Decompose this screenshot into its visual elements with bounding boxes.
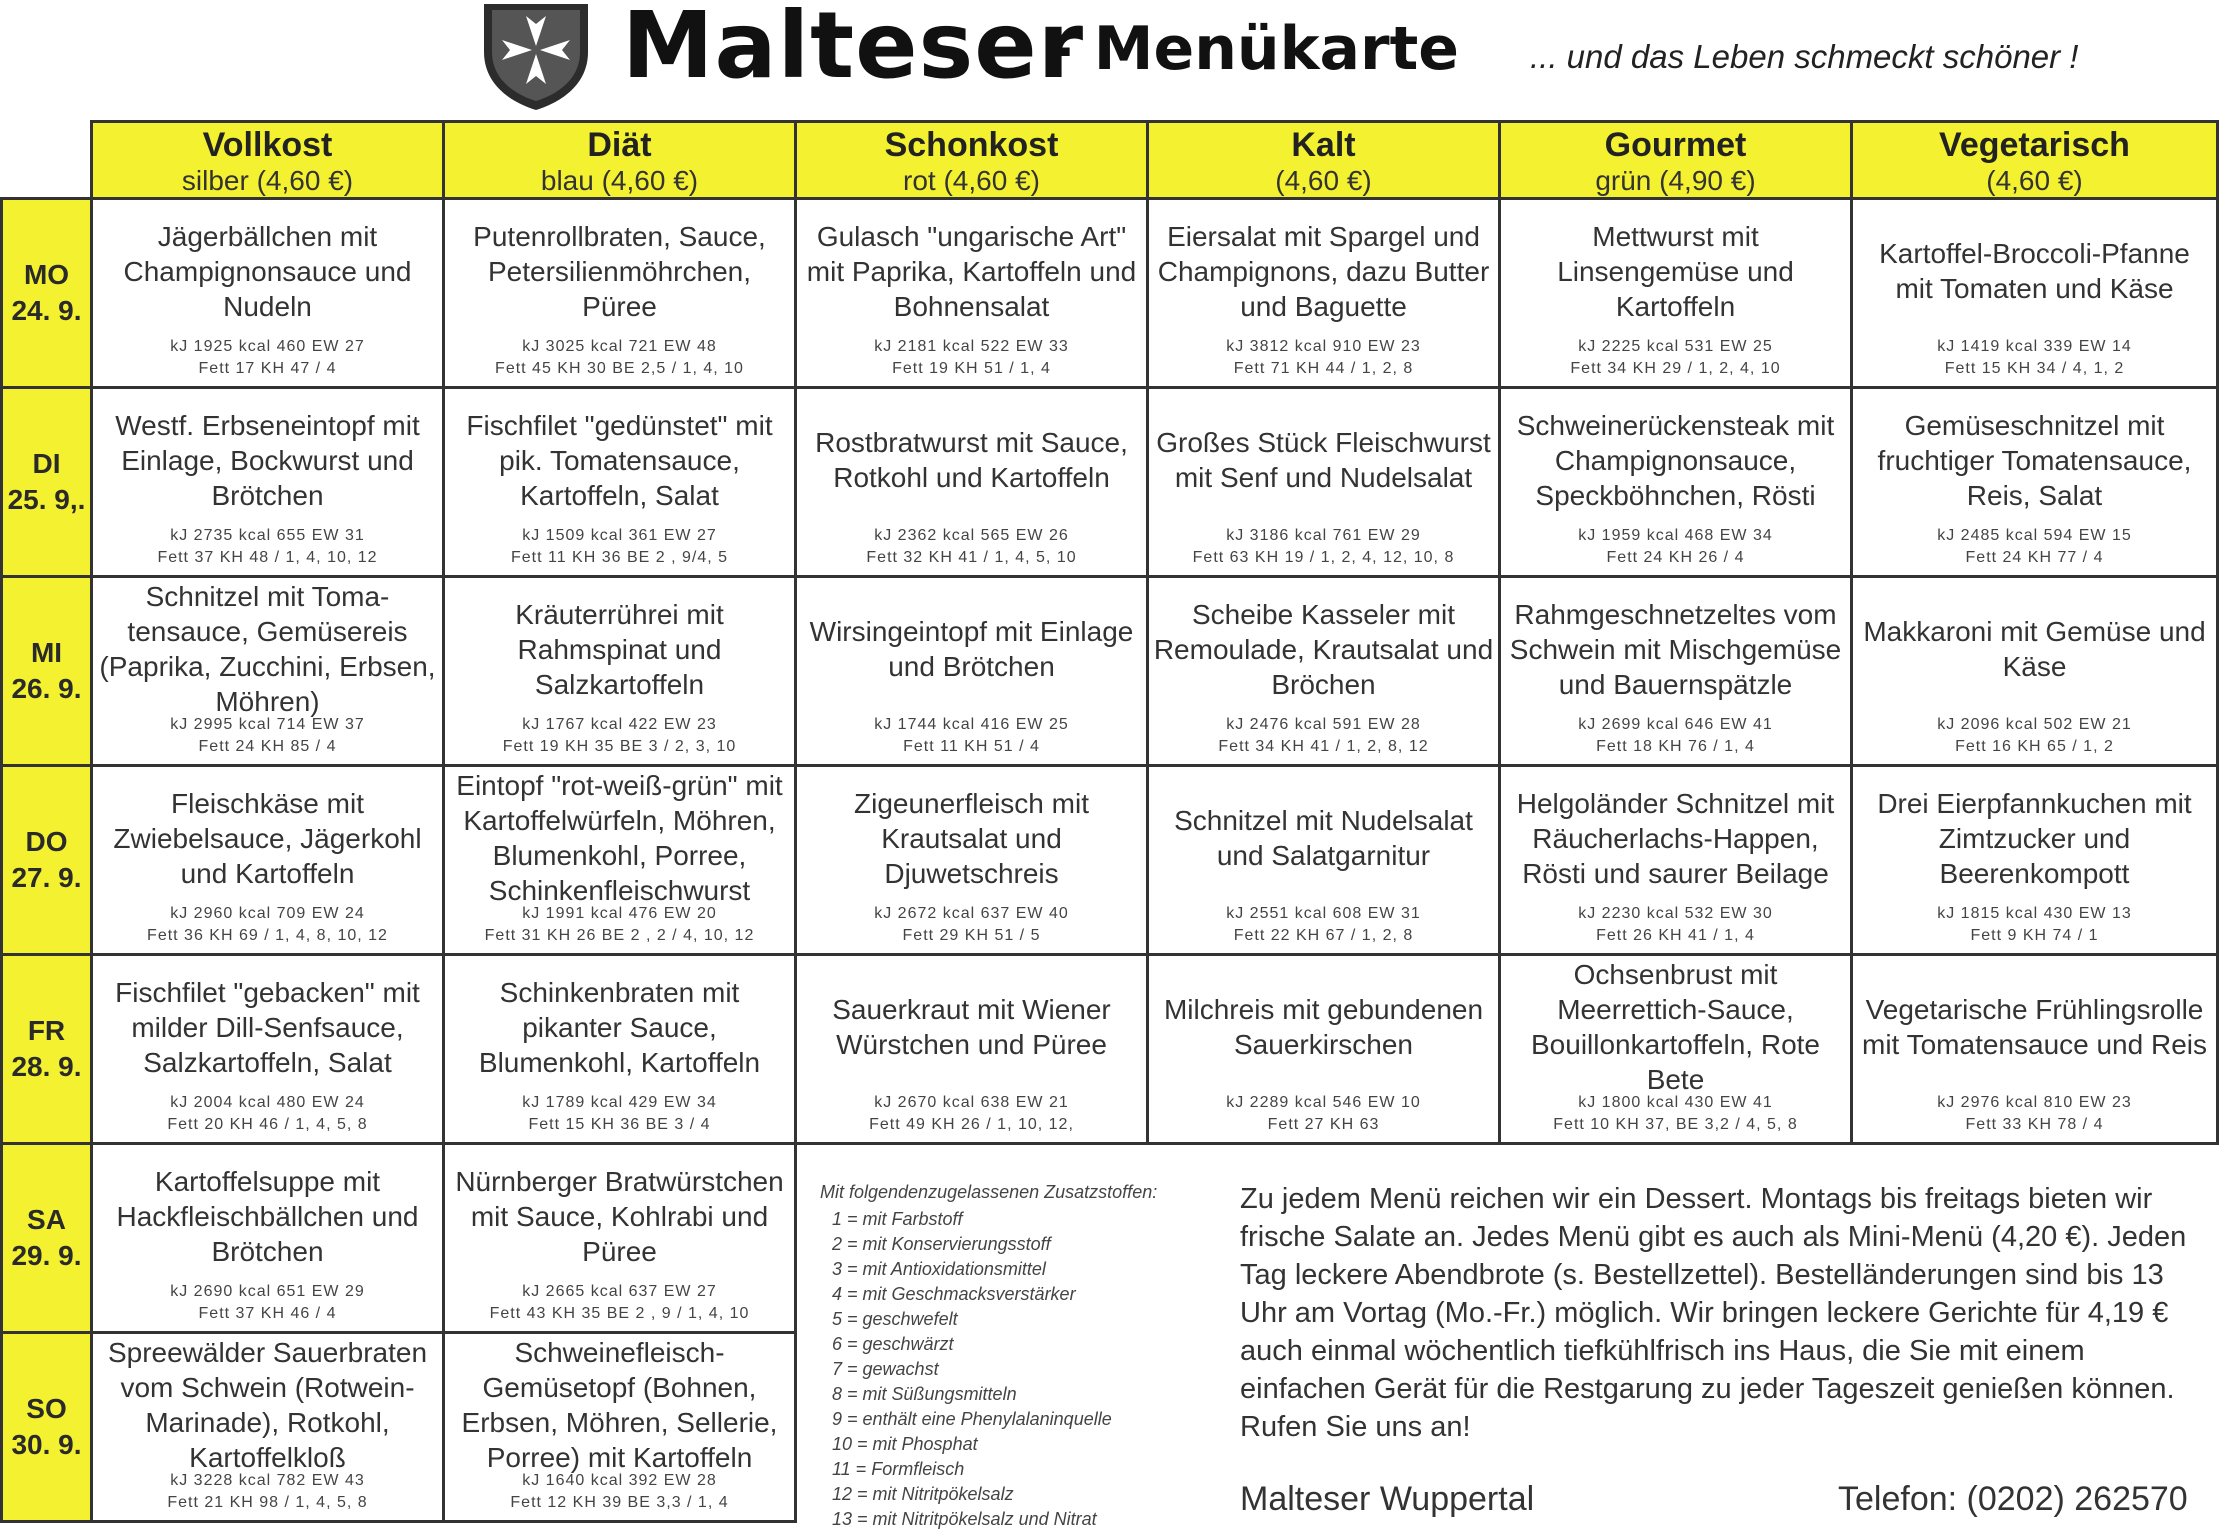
nutrition-energy: kJ 2230 kcal 532 EW 30 — [1578, 905, 1773, 922]
slogan: ... und das Leben schmeckt schöner ! — [1530, 38, 2079, 75]
nutrition-macros: Fett 71 KH 44 / 1, 2, 8 — [1233, 360, 1414, 377]
day-name: MI — [30, 637, 63, 668]
dish-name: Fleischkäse mit Zwiebelsauce, Jägerkohl und Kartoffeln — [113, 787, 422, 889]
dish-name: Rostbratwurst mit Sauce, Rotkohl und Kartoffeln — [815, 427, 1128, 493]
day-name: DO — [25, 826, 68, 857]
dish-name: Scheibe Kasseler mit Remoulade, Krautsalat und Bröchen — [1153, 598, 1494, 700]
dish-name: Schnitzel mit Toma-tensauce, Gemüsereis (Paprika, Zucchini, Erbsen, Möhren) — [99, 581, 436, 717]
day-date: 25. 9,. — [7, 484, 86, 515]
nutrition-macros: Fett 24 KH 77 / 4 — [1965, 549, 2104, 566]
dish-cell — [444, 577, 796, 766]
additives-legend — [820, 1180, 1240, 1532]
nutrition-macros: Fett 29 KH 51 / 5 — [902, 927, 1041, 944]
dish-name: Westf. Erbseneintopf mit Einlage, Bockwurst und Brötchen — [115, 409, 420, 511]
additive-item: 5 = geschwefelt — [832, 1309, 958, 1329]
additive-item: 3 = mit Antioxidationsmittel — [832, 1259, 1046, 1279]
dish-name: Jägerbällchen mit Champignonsauce und Nudeln — [123, 220, 412, 322]
dish-name: Mettwurst mit Linsengemüse und Kartoffeln — [1557, 220, 1794, 322]
nutrition-macros: Fett 18 KH 76 / 1, 4 — [1596, 738, 1755, 755]
phone-number: Telefon: (0202) 262570 — [1838, 1480, 2188, 1518]
nutrition-energy: kJ 2670 kcal 638 EW 21 — [874, 1094, 1069, 1111]
dish-cell — [1500, 577, 1852, 766]
category-price: grün (4,90 €) — [1595, 165, 1756, 196]
nutrition-energy: kJ 3186 kcal 761 EW 29 — [1226, 527, 1421, 544]
dish-name: Schweinefleisch-Gemüsetopf (Bohnen, Erbsen, Möhren, Sellerie, Porree) mit Kartoffeln — [461, 1337, 778, 1473]
day-row — [2, 388, 2218, 577]
dish-cell — [1500, 388, 1852, 577]
category-price: (4,60 €) — [1275, 165, 1372, 196]
category-header — [796, 122, 1148, 199]
nutrition-macros: Fett 34 KH 41 / 1, 2, 8, 12 — [1218, 738, 1429, 755]
dish-name: Drei Eierpfannkuchen mit Zimtzucker und Beerenkompott — [1877, 787, 2192, 889]
additive-item: 1 = mit Farbstoff — [832, 1209, 963, 1229]
dish-name: Wirsingeintopf mit Einlage und Brötchen — [809, 616, 1134, 682]
category-header — [1148, 122, 1500, 199]
day-name: SA — [27, 1204, 66, 1235]
dish-cell — [92, 955, 444, 1144]
day-row — [2, 199, 2218, 388]
nutrition-energy: kJ 2181 kcal 522 EW 33 — [874, 338, 1069, 355]
day-date: 30. 9. — [11, 1429, 82, 1460]
dish-cell — [92, 199, 444, 388]
dish-cell — [1148, 388, 1500, 577]
nutrition-macros: Fett 26 KH 41 / 1, 4 — [1596, 927, 1755, 944]
nutrition-macros: Fett 63 KH 19 / 1, 2, 4, 12, 10, 8 — [1192, 549, 1455, 566]
dish-name: Eintopf "rot-weiß-grün" mit Kartoffelwürfeln, Möhren, Blumenkohl, Porree, Schinkenfleischwurst — [456, 770, 783, 906]
nutrition-macros: Fett 31 KH 26 BE 2 , 2 / 4, 10, 12 — [484, 927, 755, 944]
dish-cell — [1148, 199, 1500, 388]
dish-name: Makkaroni mit Gemüse und Käse — [1863, 616, 2206, 682]
nutrition-energy: kJ 2665 kcal 637 EW 27 — [522, 1283, 717, 1300]
nutrition-macros: Fett 10 KH 37, BE 3,2 / 4, 5, 8 — [1553, 1116, 1798, 1133]
dish-cell — [444, 199, 796, 388]
nutrition-macros: Fett 27 KH 63 — [1267, 1116, 1380, 1133]
page-title: - Menükarte — [1048, 14, 1459, 84]
dish-cell — [92, 577, 444, 766]
category-header — [1500, 122, 1852, 199]
dish-cell — [796, 766, 1148, 955]
dish-name: Schweinerückensteak mit Champignonsauce, Speckböhnchen, Rösti — [1516, 409, 1835, 511]
day-date: 29. 9. — [11, 1240, 82, 1271]
category-price: (4,60 €) — [1986, 165, 2083, 196]
nutrition-energy: kJ 2476 kcal 591 EW 28 — [1226, 716, 1421, 733]
nutrition-macros: Fett 24 KH 85 / 4 — [198, 738, 337, 755]
additive-item: 2 = mit Konservierungsstoff — [832, 1234, 1051, 1254]
day-cell — [2, 199, 92, 388]
dish-name: Fischfilet "gedünstet" mit pik. Tomatensauce, Kartoffeln, Salat — [466, 409, 773, 511]
nutrition-energy: kJ 2096 kcal 502 EW 21 — [1937, 716, 2132, 733]
nutrition-macros: Fett 11 KH 36 BE 2 , 9/4, 5 — [510, 549, 729, 566]
nutrition-energy: kJ 1509 kcal 361 EW 27 — [522, 527, 717, 544]
dish-cell — [1148, 766, 1500, 955]
nutrition-energy: kJ 2735 kcal 655 EW 31 — [170, 527, 365, 544]
day-row — [2, 955, 2218, 1144]
dish-cell — [92, 766, 444, 955]
dish-cell — [92, 1333, 444, 1522]
dish-name: Gemüseschnitzel mit fruchtiger Tomatensauce, Reis, Salat — [1877, 409, 2192, 511]
category-name: Vollkost — [202, 126, 333, 164]
nutrition-energy: kJ 2289 kcal 546 EW 10 — [1226, 1094, 1421, 1111]
day-name: MO — [23, 259, 70, 290]
category-header — [1852, 122, 2218, 199]
dish-cell — [444, 1333, 796, 1522]
nutrition-energy: kJ 2699 kcal 646 EW 41 — [1578, 716, 1773, 733]
nutrition-macros: Fett 37 KH 48 / 1, 4, 10, 12 — [157, 549, 378, 566]
dish-name: Kartoffelsuppe mit Hackfleischbällchen und Brötchen — [116, 1165, 419, 1267]
day-cell — [2, 766, 92, 955]
dish-name: Großes Stück Fleischwurst mit Senf und Nudelsalat — [1156, 427, 1491, 493]
dish-name: Spreewälder Sauerbraten vom Schwein (Rotwein-Marinade), Rotkohl, Kartoffelkloß — [107, 1337, 428, 1473]
nutrition-energy: kJ 1959 kcal 468 EW 34 — [1578, 527, 1773, 544]
nutrition-macros: Fett 33 KH 78 / 4 — [1965, 1116, 2104, 1133]
nutrition-energy: kJ 2225 kcal 531 EW 25 — [1578, 338, 1773, 355]
dish-cell — [1852, 766, 2218, 955]
category-name: Kalt — [1291, 126, 1356, 164]
nutrition-energy: kJ 1925 kcal 460 EW 27 — [170, 338, 365, 355]
nutrition-macros: Fett 20 KH 46 / 1, 4, 5, 8 — [167, 1116, 368, 1133]
organization-name: Malteser Wuppertal — [1240, 1480, 1535, 1518]
nutrition-energy: kJ 1789 kcal 429 EW 34 — [522, 1094, 717, 1111]
nutrition-macros: Fett 16 KH 65 / 1, 2 — [1955, 738, 2114, 755]
dish-cell — [1500, 766, 1852, 955]
additive-item: 12 = mit Nitritpökelsalz — [832, 1484, 1014, 1504]
dish-name: Fischfilet "gebacken" mit milder Dill-Senfsauce, Salzkartoffeln, Salat — [115, 976, 420, 1078]
additive-item: 13 = mit Nitritpökelsalz und Nitrat — [832, 1509, 1097, 1529]
category-name: Vegetarisch — [1939, 126, 2130, 164]
nutrition-macros: Fett 49 KH 26 / 1, 10, 12, — [869, 1116, 1074, 1133]
category-price: rot (4,60 €) — [903, 165, 1040, 196]
corner-cell — [2, 122, 92, 199]
day-cell — [2, 1333, 92, 1522]
nutrition-energy: kJ 1815 kcal 430 EW 13 — [1937, 905, 2132, 922]
day-date: 26. 9. — [11, 673, 82, 704]
info-paragraph: Zu jedem Menü reichen wir ein Dessert. Montags bis freitags bieten wir frische Salate an. Jedes Menü gibt es auch als Mini-Menü (4,20 €). Jeden Tag leckere Abendbrote (s. Bestellzettel). Bestelländerungen sind bis 13 Uhr am Vortag (Mo.-Fr.) möglich. Wir bringen leckere Gerichte für 4,19 € auch einmal wöchentlich tiefkühlfrisch ins Haus, die Sie mit einem einfachen Gerät für die Restgarung zu jeder Tageszeit genießen können. — [1240, 1183, 2187, 1405]
nutrition-energy: kJ 3025 kcal 721 EW 48 — [522, 338, 717, 355]
additive-item: 8 = mit Süßungsmitteln — [832, 1384, 1017, 1404]
day-name: DI — [32, 448, 61, 479]
day-cell — [2, 577, 92, 766]
dish-cell — [1852, 388, 2218, 577]
category-price: blau (4,60 €) — [540, 165, 699, 196]
nutrition-energy: kJ 1419 kcal 339 EW 14 — [1937, 338, 2132, 355]
dish-name: Ochsenbrust mit Meerrettich-Sauce, Bouillonkartoffeln, Rote Bete — [1531, 959, 1820, 1095]
nutrition-macros: Fett 9 KH 74 / 1 — [1970, 927, 2099, 944]
page-header — [0, 0, 2225, 118]
nutrition-energy: kJ 2995 kcal 714 EW 37 — [170, 716, 365, 733]
nutrition-macros: Fett 11 KH 51 / 4 — [903, 738, 1040, 755]
nutrition-energy: kJ 1640 kcal 392 EW 28 — [522, 1472, 717, 1489]
day-cell — [2, 1144, 92, 1333]
nutrition-energy: kJ 2362 kcal 565 EW 26 — [874, 527, 1069, 544]
day-row — [2, 577, 2218, 766]
dish-cell — [1500, 199, 1852, 388]
day-cell — [2, 955, 92, 1144]
nutrition-macros: Fett 36 KH 69 / 1, 4, 8, 10, 12 — [147, 927, 388, 944]
dish-name: Rahmgeschnetzeltes vom Schwein mit Mischgemüse und Bauernspätzle — [1509, 598, 1842, 700]
dish-name: Milchreis mit gebundenen Sauerkirschen — [1163, 994, 1484, 1060]
category-name: Gourmet — [1604, 126, 1747, 164]
dish-cell — [1852, 955, 2218, 1144]
dish-cell — [92, 388, 444, 577]
category-name: Schonkost — [884, 126, 1059, 164]
nutrition-energy: kJ 3812 kcal 910 EW 23 — [1226, 338, 1421, 355]
dish-cell — [1500, 955, 1852, 1144]
category-price: silber (4,60 €) — [181, 165, 354, 196]
nutrition-macros: Fett 17 KH 47 / 4 — [198, 360, 337, 377]
nutrition-macros: Fett 22 KH 67 / 1, 2, 8 — [1233, 927, 1414, 944]
info-text — [1240, 1180, 2210, 1446]
nutrition-macros: Fett 19 KH 51 / 1, 4 — [892, 360, 1051, 377]
nutrition-macros: Fett 21 KH 98 / 1, 4, 5, 8 — [167, 1494, 368, 1511]
dish-name: Gulasch "ungarische Art" mit Paprika, Kartoffeln und Bohnensalat — [806, 220, 1137, 322]
dish-name: Zigeunerfleisch mit Krautsalat und Djuwetschreis — [854, 787, 1089, 889]
dish-name: Kartoffel-Broccoli-Pfanne mit Tomaten und Käse — [1879, 238, 2190, 304]
dish-name: Nürnberger Bratwürstchen mit Sauce, Kohlrabi und Püree — [455, 1165, 784, 1267]
dish-name: Putenrollbraten, Sauce, Petersilienmöhrchen, Püree — [473, 220, 766, 322]
nutrition-energy: kJ 1767 kcal 422 EW 23 — [522, 716, 717, 733]
additive-item: 6 = geschwärzt — [832, 1334, 954, 1354]
day-date: 24. 9. — [11, 295, 82, 326]
additive-item: 7 = gewachst — [832, 1359, 939, 1379]
dish-cell — [1148, 577, 1500, 766]
additives-list — [820, 1207, 1240, 1532]
nutrition-macros: Fett 24 KH 26 / 4 — [1606, 549, 1745, 566]
nutrition-macros: Fett 19 KH 35 BE 3 / 2, 3, 10 — [502, 738, 737, 755]
day-date: 28. 9. — [11, 1051, 82, 1082]
category-name: Diät — [587, 126, 652, 164]
nutrition-macros: Fett 37 KH 46 / 4 — [198, 1305, 337, 1322]
dish-cell — [796, 955, 1148, 1144]
nutrition-energy: kJ 2004 kcal 480 EW 24 — [170, 1094, 365, 1111]
nutrition-energy: kJ 2672 kcal 637 EW 40 — [874, 905, 1069, 922]
nutrition-energy: kJ 2551 kcal 608 EW 31 — [1226, 905, 1421, 922]
dish-cell — [1852, 199, 2218, 388]
nutrition-energy: kJ 2976 kcal 810 EW 23 — [1937, 1094, 2132, 1111]
nutrition-macros: Fett 34 KH 29 / 1, 2, 4, 10 — [1570, 360, 1781, 377]
dish-cell — [1148, 955, 1500, 1144]
nutrition-energy: kJ 2690 kcal 651 EW 29 — [170, 1283, 365, 1300]
dish-name: Helgoländer Schnitzel mit Räucherlachs-Happen, Rösti und saurer Beilage — [1516, 787, 1835, 889]
additive-item: 4 = mit Geschmacksverstärker — [832, 1284, 1076, 1304]
dish-cell — [796, 577, 1148, 766]
dish-name: Vegetarische Frühlingsrolle mit Tomatensauce und Reis — [1862, 994, 2207, 1060]
nutrition-macros: Fett 45 KH 30 BE 2,5 / 1, 4, 10 — [495, 360, 744, 377]
dish-cell — [444, 388, 796, 577]
day-cell — [2, 388, 92, 577]
additive-item: 9 = enthält eine Phenylalaninquelle — [832, 1409, 1112, 1429]
nutrition-energy: kJ 2960 kcal 709 EW 24 — [170, 905, 365, 922]
nutrition-macros: Fett 15 KH 34 / 4, 1, 2 — [1944, 360, 2125, 377]
dish-name: Sauerkraut mit Wiener Würstchen und Püree — [832, 994, 1111, 1060]
nutrition-energy: kJ 3228 kcal 782 EW 43 — [170, 1472, 365, 1489]
dish-cell — [92, 1144, 444, 1333]
dish-name: Kräuterrührei mit Rahmspinat und Salzkartoffeln — [515, 598, 724, 700]
dish-name: Schinkenbraten mit pikanter Sauce, Blumenkohl, Kartoffeln — [478, 976, 761, 1078]
dish-cell — [1852, 577, 2218, 766]
nutrition-energy: kJ 1744 kcal 416 EW 25 — [874, 716, 1069, 733]
dish-cell — [796, 199, 1148, 388]
day-date: 27. 9. — [11, 862, 82, 893]
nutrition-macros: Fett 15 KH 36 BE 3 / 4 — [528, 1116, 711, 1133]
nutrition-macros: Fett 32 KH 41 / 1, 4, 5, 10 — [866, 549, 1077, 566]
nutrition-energy: kJ 2485 kcal 594 EW 15 — [1937, 527, 2132, 544]
day-row — [2, 766, 2218, 955]
dish-cell — [444, 1144, 796, 1333]
additive-item: 11 = Formfleisch — [832, 1459, 965, 1479]
nutrition-macros: Fett 12 KH 39 BE 3,3 / 1, 4 — [510, 1494, 729, 1511]
nutrition-energy: kJ 1800 kcal 430 EW 41 — [1578, 1094, 1773, 1111]
additives-heading: Mit folgendenzugelassenen Zusatzstoffen: — [820, 1182, 1158, 1202]
nutrition-macros: Fett 43 KH 35 BE 2 , 9 / 1, 4, 10 — [489, 1305, 750, 1322]
call-to-action: Rufen Sie uns an! — [1240, 1411, 1471, 1443]
day-name: SO — [26, 1393, 67, 1424]
additive-item: 10 = mit Phosphat — [832, 1434, 978, 1454]
dish-cell — [444, 766, 796, 955]
nutrition-energy: kJ 1991 kcal 476 EW 20 — [522, 905, 717, 922]
brand-name: Malteser — [622, 0, 1085, 99]
dish-cell — [444, 955, 796, 1144]
dish-name: Schnitzel mit Nudelsalat und Salatgarnitur — [1174, 805, 1473, 871]
maltese-cross-shield-icon — [478, 0, 594, 112]
dish-cell — [796, 388, 1148, 577]
day-name: FR — [27, 1015, 66, 1046]
category-header — [92, 122, 444, 199]
dish-name: Eiersalat mit Spargel und Champignons, dazu Butter und Baguette — [1157, 220, 1490, 322]
category-header — [444, 122, 796, 199]
